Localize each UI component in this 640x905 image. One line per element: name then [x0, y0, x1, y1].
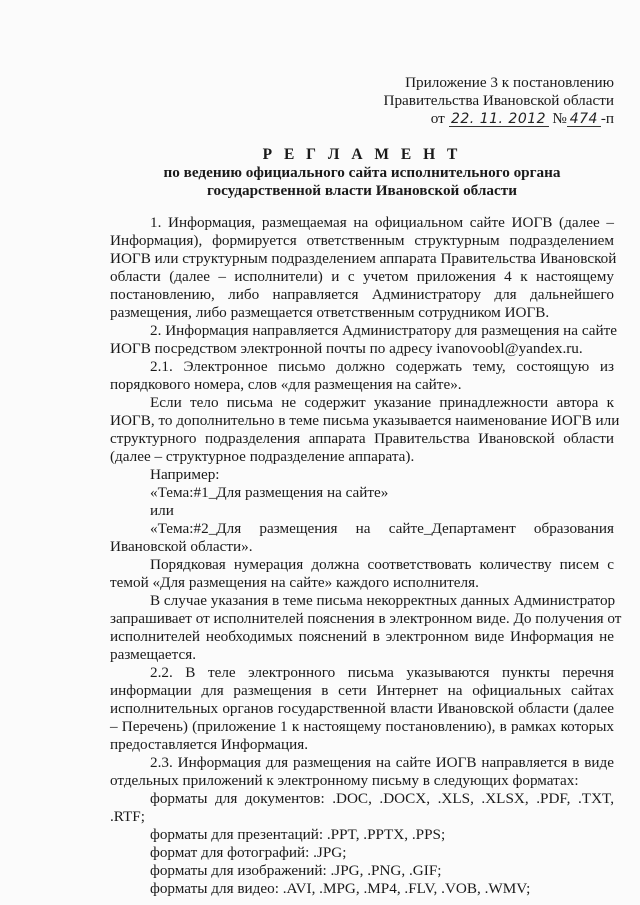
- document-title: Р Е Г Л А М Е Н Т: [262, 146, 462, 163]
- body-line: – Перечень) (приложение 1 к настоящему постановлению), в рамках которых: [110, 718, 614, 735]
- body-line: 2.3. Информация для размещения на сайте ИОГВ направляется в виде: [150, 754, 614, 771]
- body-line: Например:: [150, 466, 220, 483]
- body-line: информации для размещения в сети Интернет на официальных сайтах: [110, 682, 614, 699]
- body-line: 2.1. Электронное письмо должно содержать тему, состоящую из: [150, 358, 614, 375]
- body-line: структурного подразделения аппарата Правительства Ивановской области: [110, 430, 614, 447]
- body-line: форматы для презентаций: .PPT, .PPTX, .PPS;: [150, 826, 446, 843]
- body-line: области (далее – исполнители) и с учетом приложения 4 к настоящему: [110, 268, 614, 285]
- body-line: запрашивает от исполнителей пояснения в электронном виде. До получения от: [110, 610, 622, 627]
- body-line: Если тело письма не содержит указание принадлежности автора к: [150, 394, 614, 411]
- body-line: 1. Информация, размещаемая на официальном сайте ИОГВ (далее –: [150, 214, 614, 231]
- body-line: формат для фотографий: .JPG;: [150, 844, 347, 861]
- document-subtitle-2: государственной власти Ивановской области: [207, 182, 517, 199]
- body-line: «Тема:#2_Для размещения на сайте_Департамент образования: [150, 520, 614, 537]
- body-line: (далее – структурное подразделение аппарата).: [110, 448, 415, 465]
- body-line: 2.2. В теле электронного письма указываются пункты перечня: [150, 664, 614, 681]
- body-line: ИОГВ посредством электронной почты по адресу ivanovoobl@yandex.ru.: [110, 340, 583, 357]
- body-line: исполнительных органов государственной власти Ивановской области (далее: [110, 700, 614, 717]
- number-sign: №: [552, 110, 567, 127]
- body-line: порядкового номера, слов «для размещения на сайте».: [110, 376, 462, 393]
- header-line-1: Приложение 3 к постановлению: [405, 74, 614, 91]
- header-line-2: Правительства Ивановской области: [383, 92, 614, 109]
- document-subtitle-1: по ведению официального сайта исполнительного органа: [163, 164, 561, 181]
- body-line: ИОГВ, то дополнительно в теме письма указывается наименование ИОГВ или: [110, 412, 620, 429]
- header-date-line: [110, 110, 614, 128]
- body-line: размещается.: [110, 646, 196, 663]
- body-line: размещения, либо размещается ответственным сотрудником ИОГВ.: [110, 304, 550, 321]
- body-line: Ивановской области».: [110, 538, 253, 555]
- body-line: форматы для документов: .DOC, .DOCX, .XLS, .XLSX, .PDF, .TXT,: [150, 790, 614, 807]
- body-line: ИОГВ или структурным подразделением аппарата Правительства Ивановской: [110, 250, 617, 267]
- body-line: предоставляется Информация.: [110, 736, 309, 753]
- body-line: Порядковая нумерация должна соответствовать количеству писем с: [150, 556, 614, 573]
- body-line: исполнителей необходимых пояснений в электронном виде Информация не: [110, 628, 614, 645]
- body-line: Информация), формируется ответственным структурным подразделением: [110, 232, 614, 249]
- handwritten-number: 474: [567, 112, 601, 127]
- body-line: или: [150, 502, 174, 519]
- date-prefix: от: [430, 110, 445, 127]
- handwritten-date: 22. 11. 2012: [449, 112, 549, 127]
- body-line: постановлению, либо направляется Администратору для дальнейшего: [110, 286, 614, 303]
- body-line: темой «Для размещения на сайте» каждого исполнителя.: [110, 574, 479, 591]
- body-line: В случае указания в теме письма некорректных данных Администратор: [150, 592, 616, 609]
- body-line: .RTF;: [110, 808, 145, 825]
- body-line: форматы для видео: .AVI, .MPG, .MP4, .FLV, .VOB, .WMV;: [150, 880, 531, 897]
- body-line: «Тема:#1_Для размещения на сайте»: [150, 484, 389, 501]
- body-line: форматы для изображений: .JPG, .PNG, .GIF;: [150, 862, 442, 879]
- body-line: 2. Информация направляется Администратору для размещения на сайте: [150, 322, 617, 339]
- number-suffix: -п: [600, 110, 614, 127]
- body-line: отдельных приложений к электронному письму в следующих форматах:: [110, 772, 579, 789]
